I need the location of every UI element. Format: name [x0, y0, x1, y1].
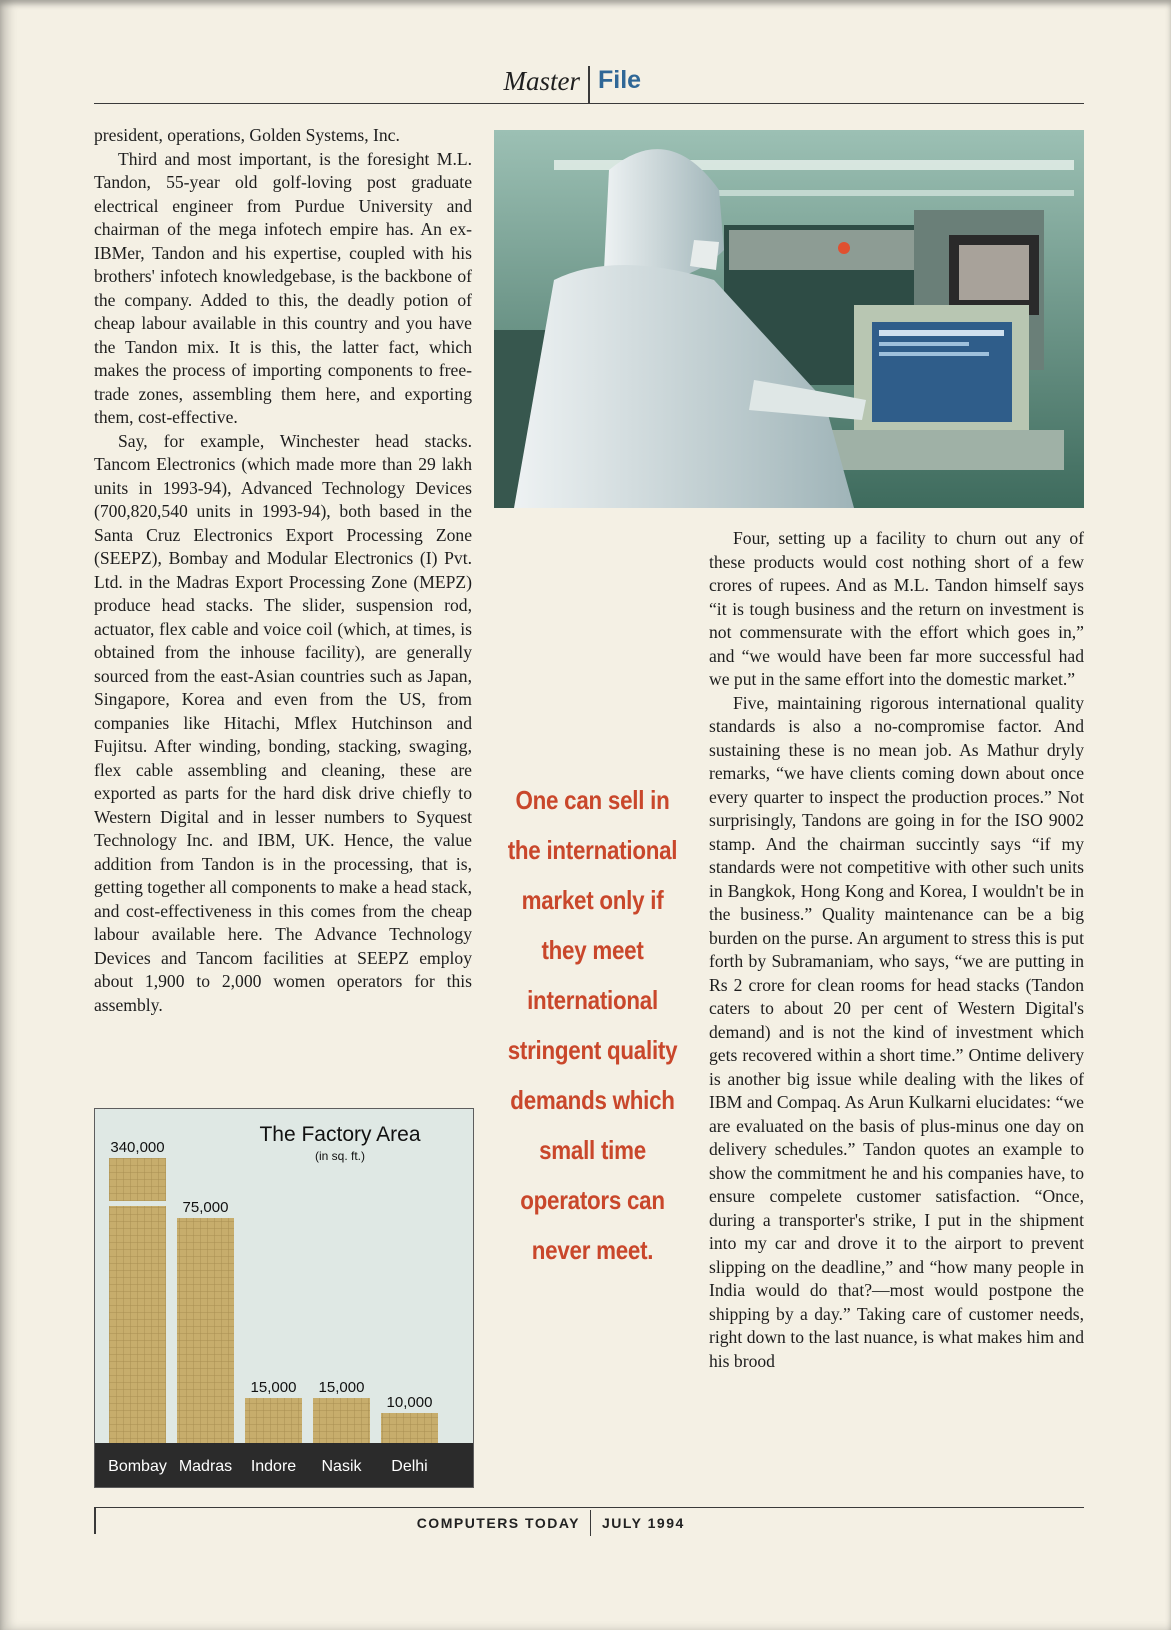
- data-label: 10,000: [386, 1394, 433, 1411]
- paragraph: Say, for example, Winchester head stacks. Tancom Electronics (which made more than 29 lakh units in 1993-94), Advanced Technology Devices (700,820,540 units in 1993-94), both based in the Santa Cruz Electronics Export Processing Zone (SEEPZ), Bombay and Modular Electronics (I) Pvt. Ltd. in the Madras Export Processing Zone (MEPZ) produce head stacks. The slider, suspension rod, actuator, flex cable and voice coil (which, at times, is obtained from the inhouse facility), are generally sourced from the east-Asian countries such as Japan, Singapore, Korea and even from the US, from companies like Hitachi, Mflex Hutchinson and Fujitsu. After winding, bonding, stacking, swaging, flex cable assembling and cleaning, these are exported as parts for the hard disk drive chiefly to Western Digital and in lesser numbers to Syquest Technology Inc. and IBM, UK. Hence, the value addition from Tandon is in the processing, that is, getting together all components to make a head stack, and cost-effectiveness in this comes from the cheap labour available here. The Advance Technology Devices and Tancom facilities at SEEPZ employ about 1,900 to 2,000 women operators for this assembly.: [94, 430, 472, 1015]
- pull-quote-line: operators can: [520, 1185, 665, 1215]
- chart-subtitle: (in sq. ft.): [314, 1149, 365, 1163]
- publication-name: COMPUTERS TODAY: [416, 1515, 580, 1531]
- data-label: 340,000: [110, 1139, 165, 1156]
- bar-bombay: [109, 1158, 166, 1443]
- data-label: 15,000: [250, 1379, 297, 1396]
- pull-quote-line: demands which: [510, 1085, 675, 1115]
- footer-rule: [94, 1507, 1084, 1508]
- issue-date: JULY 1994: [602, 1515, 685, 1531]
- photo-illustration: [494, 130, 1084, 508]
- pull-quote-line: One can sell in: [515, 785, 670, 815]
- paragraph: Five, maintaining rigorous international quality standards is also a no-compromise factor. And sustaining these is no mean job. As Mathur dryly remarks, “we have clients coming down about once every quarter to inspect the production proces.” Not surprisingly, Tandons are going in for the ISO 9002 stamp. And the chairman succintly says “if my standards were not competitive with other such units in Bangkok, Hong Kong and Korea, I wouldn't be in the business.” Quality maintenance can be a big burden on the purse. An argument to stress this is put forth by Subramaniam, who says, “we are putting in Rs 2 crore for clean rooms for head stacks (Tandon caters to about 20 per cent of Western Digital's demand) and is not the kind of investment which gets recovered within a short time.” Ontime delivery is another big issue while dealing with the likes of IBM and Compaq. As Arun Kulkarni elucidates: “we are evaluated on the basis of plus-minus one day on delivery schedules.” Tandon quotes an example to show the commitment he and his companies have, to ensure compelete customer satisfaction. “Once, during a transporter's strike, I put in the shipment into my car and drove it to the airport to prevent slipping on the deadline,” and “how many people in India would do that?—most would postpone the shipping by a day.” Taking care of customer needs, right down to the last nuance, is what makes him and his brood: [709, 692, 1084, 1371]
- bar-delhi: [381, 1413, 438, 1443]
- paragraph: president, operations, Golden Systems, Inc.: [94, 125, 400, 145]
- pull-quote-line: stringent quality: [507, 1035, 678, 1065]
- category-label: Madras: [178, 1458, 233, 1475]
- pull-quote-line: they meet: [541, 935, 644, 965]
- data-label: 75,000: [182, 1199, 229, 1216]
- header-rule: [94, 103, 1084, 104]
- pull-quote: [504, 775, 680, 1275]
- clean-room-photo: [494, 130, 1084, 508]
- section-subtitle: File: [598, 66, 642, 94]
- header-divider: [588, 66, 590, 104]
- pull-quote-line: the international: [507, 835, 678, 865]
- factory-area-chart: [94, 1108, 474, 1488]
- bar-nasik: [313, 1398, 370, 1443]
- chart-canvas: [95, 1109, 473, 1487]
- pull-quote-line: small time: [539, 1135, 646, 1165]
- category-label: Delhi: [391, 1458, 428, 1475]
- section-title: Master: [503, 66, 580, 96]
- chart-title: The Factory Area: [259, 1123, 421, 1146]
- pull-quote-line: never meet.: [531, 1235, 654, 1265]
- footer-tick: [94, 1507, 96, 1534]
- category-label: Nasik: [321, 1458, 362, 1475]
- pull-quote-line: international: [527, 985, 658, 1015]
- axis-break: [109, 1201, 166, 1206]
- footer-divider: [590, 1510, 591, 1536]
- bar-indore: [245, 1398, 302, 1443]
- bar-madras: [177, 1218, 234, 1443]
- right-column: [709, 527, 1084, 1373]
- category-label: Indore: [250, 1458, 297, 1475]
- left-column: [94, 124, 472, 1017]
- category-label: Bombay: [108, 1458, 167, 1475]
- data-label: 15,000: [318, 1379, 365, 1396]
- paragraph: Third and most important, is the foresight M.L. Tandon, 55-year old golf-loving post graduate electrical engineer from Purdue University and chairman of the mega infotech empire has. An ex-IBMer, Tandon and his expertise, coupled with his brothers' infotech knowledgebase, is the backbone of the company. Added to this, the deadly potion of cheap labour available in this country and you have the Tandon mix. It is this, the latter fact, which makes the process of importing components to free-trade zones, assembling them here, and exporting them, cost-effective.: [94, 148, 472, 427]
- pull-quote-line: market only if: [521, 885, 664, 915]
- paragraph: Four, setting up a facility to churn out any of these products would cost nothing short of a few crores of rupees. And as M.L. Tandon himself says “it is tough business and the return on investment is not commensurate with the effort which goes in,” and “we would have been far more successful had we put in the same effort into the domestic market.”: [709, 528, 1084, 689]
